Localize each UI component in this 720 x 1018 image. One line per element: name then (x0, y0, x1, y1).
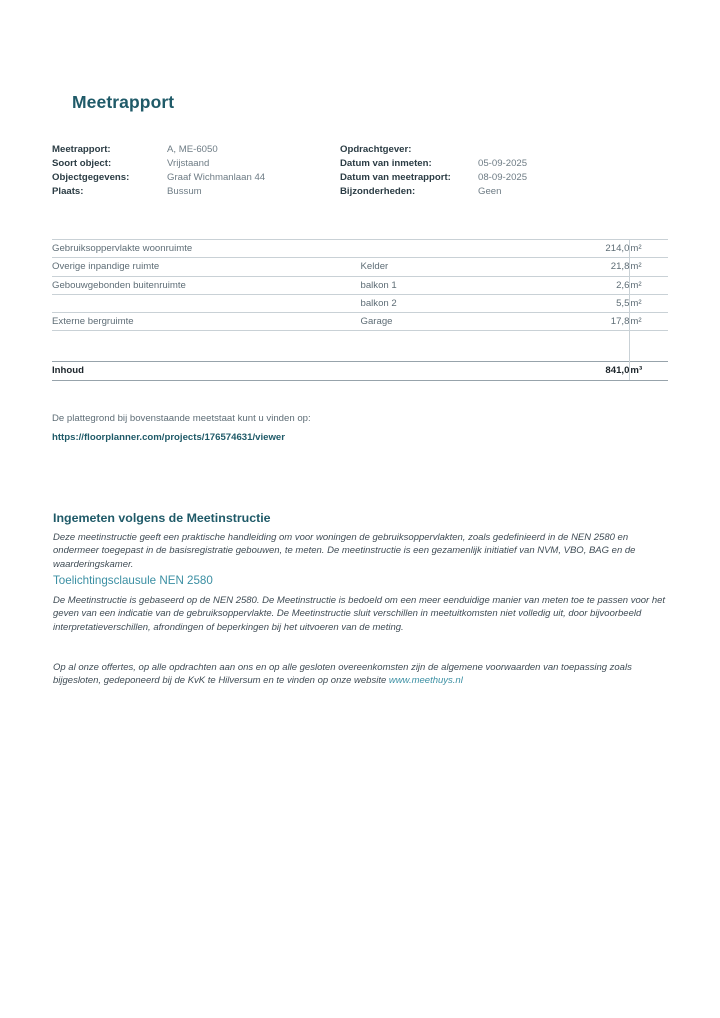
meta-row (52, 143, 340, 157)
meta-value: Vrijstaand (167, 158, 210, 170)
meta-label: Datum van inmeten: (340, 158, 432, 170)
row-sub: balkon 2 (361, 294, 589, 312)
meta-value: Graaf Wichmanlaan 44 (167, 172, 266, 184)
table-total-row (52, 361, 668, 380)
table-row (52, 294, 668, 312)
meta-row (52, 157, 340, 171)
meta-row (340, 157, 670, 171)
row-sub: Kelder (361, 258, 589, 276)
section-heading-meetinstructie: Ingemeten volgens de Meetinstructie (53, 511, 271, 525)
row-unit: m² (630, 294, 668, 312)
table-spacer-row (52, 331, 668, 350)
meta-value: A, ME-6050 (167, 144, 218, 155)
floorplan-note (52, 411, 311, 446)
row-name (52, 294, 361, 312)
meta-value: Geen (478, 186, 502, 198)
section-paragraph-toelichtingsclausule: De Meetinstructie is gebaseerd op de NEN 2580. De Meetinstructie is bedoeld om een meer eenduidige manier van meten toe te passen voor het geven van een indicatie van de gebruiksoppervlakte. De Meetinstructie sluit verschillen in meetuitkomsten niet volledig uit, door bijvoorbeeld interpretatieverschillen, afrondingen of beperkingen bij het uitvoeren van de meting. (53, 595, 666, 633)
row-name: Gebouwgebonden buitenruimte (52, 276, 361, 294)
table-row (52, 258, 668, 276)
row-name: Gebruiksoppervlakte woonruimte (52, 240, 361, 258)
row-unit: m² (630, 258, 668, 276)
website-link[interactable]: www.meethuys.nl (388, 675, 463, 687)
meta-column-right (340, 143, 670, 199)
row-sub: balkon 1 (361, 276, 589, 294)
total-name: Inhoud (52, 361, 361, 380)
table-row (52, 240, 668, 258)
table-row (52, 313, 668, 331)
table-blank-row (52, 349, 668, 361)
meta-label: Objectgegevens: (52, 172, 130, 184)
table-row (52, 276, 668, 294)
voorwaarden-text: Op al onze offertes, op alle opdrachten aan ons en op alle gesloten overeenkomsten zijn de algemene voorwaarden van toepassing zoals bijgesloten, gedeponeerd bij de KvK te Hilversum en te vinden op onze website (53, 662, 632, 687)
meta-label: Soort object: (52, 158, 112, 170)
meta-label: Plaats: (52, 186, 84, 198)
meta-row (340, 185, 670, 199)
total-sub (361, 361, 589, 380)
meta-label: Opdrachtgever: (340, 144, 412, 155)
row-value: 5,5 (589, 294, 630, 312)
row-sub (361, 240, 589, 258)
total-value: 841,0 (589, 361, 630, 380)
meta-value: Bussum (167, 186, 202, 198)
meta-row (52, 185, 340, 199)
total-unit: m³ (630, 361, 668, 380)
meta-row (52, 171, 340, 185)
row-value: 214,0 (589, 240, 630, 258)
meta-label: Datum van meetrapport: (340, 172, 451, 184)
section-paragraph-voorwaarden (53, 661, 671, 688)
row-sub: Garage (361, 313, 589, 331)
row-unit: m² (630, 240, 668, 258)
page-title: Meetrapport (72, 92, 175, 112)
row-value: 21,8 (589, 258, 630, 276)
meta-label: Meetrapport: (52, 144, 111, 155)
meetstaat-table (52, 239, 668, 381)
row-unit: m² (630, 313, 668, 331)
meta-column-left (52, 143, 340, 199)
row-value: 2,6 (589, 276, 630, 294)
meta-value: 08-09-2025 (478, 172, 528, 184)
floorplan-note-text: De plattegrond bij bovenstaande meetstaat kunt u vinden op: (52, 413, 311, 424)
section-heading-toelichtingsclausule: Toelichtingsclausule NEN 2580 (53, 574, 213, 587)
meta-value: 05-09-2025 (478, 158, 528, 170)
meta-row (340, 171, 670, 185)
row-name: Overige inpandige ruimte (52, 258, 361, 276)
row-name: Externe bergruimte (52, 313, 361, 331)
meta-label: Bijzonderheden: (340, 186, 416, 198)
section-paragraph-meetinstructie: Deze meetinstructie geeft een praktische handleiding om voor woningen de gebruiksoppervlakten, zoals gedefinieerd in de NEN 2580 en ondermeer toegepast in de basisregistratie gebouwen, te meten. De meetinstructie is een gezamenlijk initiatief van NVM, VBO, BAG en de waarderingskamer. (53, 532, 636, 570)
floorplan-link[interactable]: https://floorplanner.com/projects/176574631/viewer (52, 432, 286, 443)
row-unit: m² (630, 276, 668, 294)
meta-row (340, 143, 670, 157)
meta-block (52, 143, 672, 199)
row-value: 17,8 (589, 313, 630, 331)
